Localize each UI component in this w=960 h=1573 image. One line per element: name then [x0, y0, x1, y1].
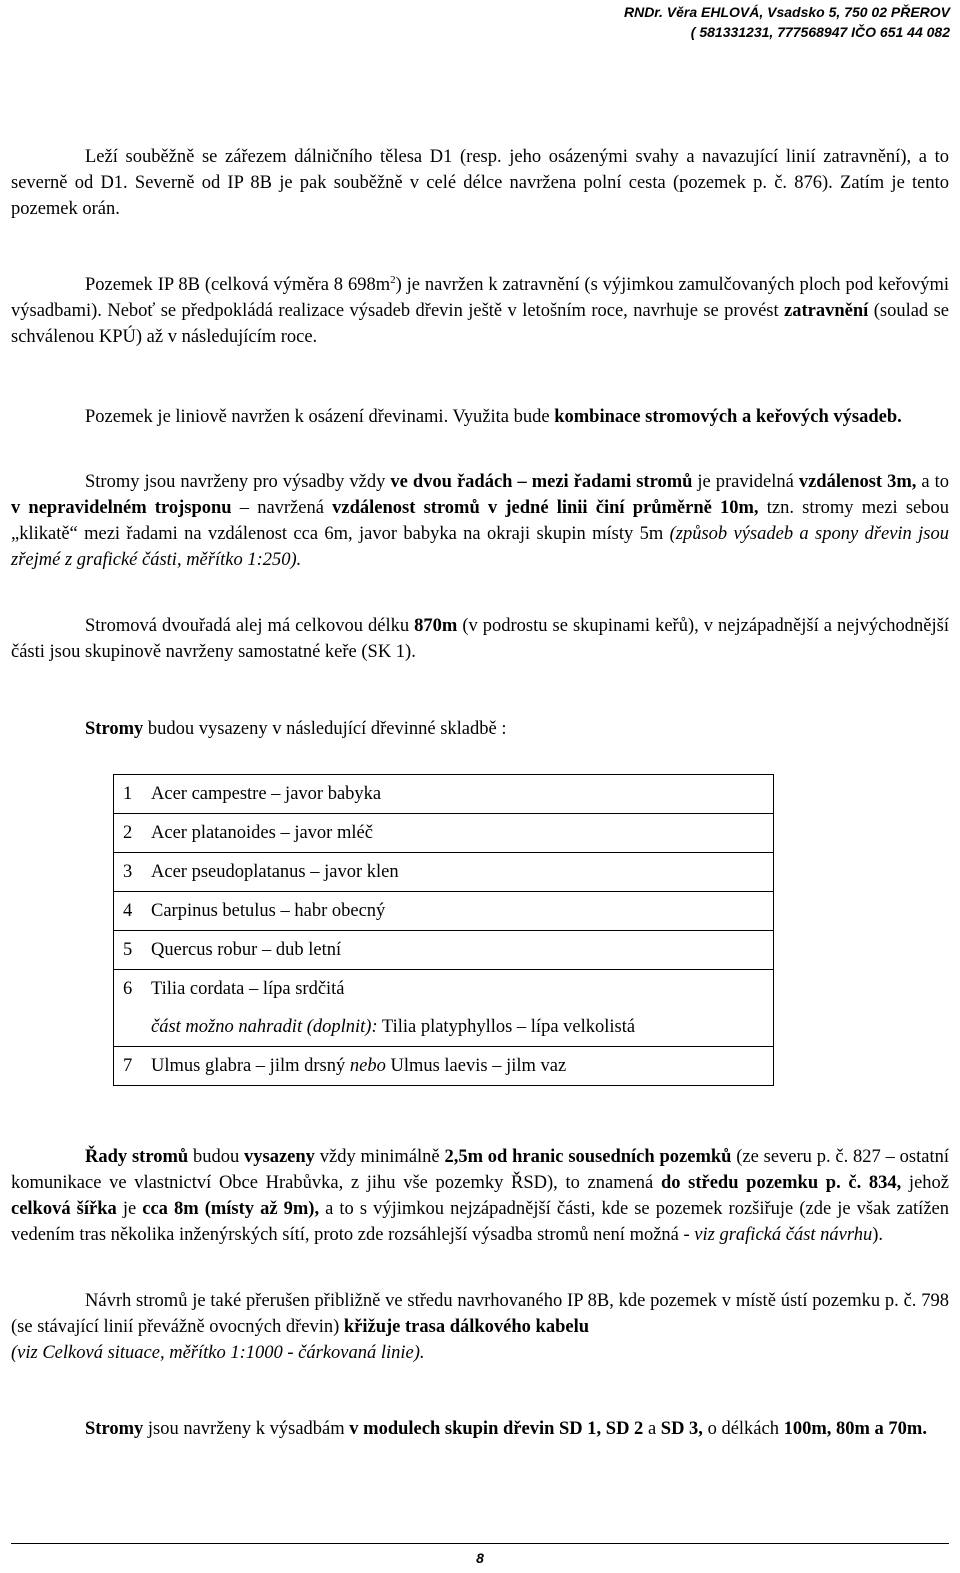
- species-row: 3 Acer pseudoplatanus – javor klen: [114, 853, 774, 892]
- species-row: 7 Ulmus glabra – jilm drsný nebo Ulmus laevis – jilm vaz: [114, 1047, 774, 1086]
- species-row-note: část možno nahradit (doplnit): Tilia platyphyllos – lípa velkolistá: [114, 1008, 774, 1047]
- paragraph-9: Stromy jsou navrženy k výsadbám v modulech skupin dřevin SD 1, SD 2 a SD 3, o délkách 100m, 80m a 70m.: [85, 1419, 927, 1439]
- letterhead: [624, 2, 950, 42]
- species-row: 2 Acer platanoides – javor mléč: [114, 814, 774, 853]
- page-number: 8: [476, 1550, 484, 1566]
- species-table: [113, 774, 774, 1086]
- paragraph-7: Řady stromů budou vysazeny vždy minimálně 2,5m od hranic sousedních pozemků (ze severu p. č. 827 – ostatní komunikace ve vlastnictví Obce Hrabůvka, z jihu vše pozemky ŘSD), to znamená do středu pozemku p. č. 834, jehož celková šířka je cca 8m (místy až 9m), a to s výjimkou nejzápadnější části, kde se pozemek rozšiřuje (zde je však zatížen vedením tras několika inženýrských sítí, proto zde rozsáhlejší výsadba stromů není možná - viz grafická část návrhu).: [11, 1147, 949, 1245]
- paragraph-1: Leží souběžně se zářezem dálničního tělesa D1 (resp. jeho osázenými svahy a navazující linií zatravnění), a to severně od D1. Severně od IP 8B je pak souběžně v celé délce navržena polní cesta (pozemek p. č. 876). Zatím je tento pozemek orán.: [11, 147, 949, 219]
- paragraph-4: Stromy jsou navrženy pro výsadby vždy ve dvou řadách – mezi řadami stromů je pravidelná vzdálenost 3m, a to v nepravidelném trojsponu – navržená vzdálenost stromů v jedné linii činí průměrně 10m, tzn. stromy mezi sebou „klikatě“ mezi řadami na vzdálenost cca 6m, javor babyka na okraji skupin místy 5m (způsob výsadeb a spony dřevin jsou zřejmé z grafické části, měřítko 1:250).: [11, 472, 949, 570]
- letterhead-line-2: ( 581331231, 777568947 IČO 651 44 082: [690, 24, 950, 40]
- footer-divider: [11, 1543, 949, 1544]
- species-row: 4 Carpinus betulus – habr obecný: [114, 892, 774, 931]
- species-row: 1 Acer campestre – javor babyka: [114, 775, 774, 814]
- paragraph-6: Stromy budou vysazeny v následující dřevinné skladbě :: [85, 719, 507, 739]
- paragraph-5: Stromová dvouřadá alej má celkovou délku 870m (v podrostu se skupinami keřů), v nejzápadnější a nejvýchodnější části jsou skupinově navrženy samostatné keře (SK 1).: [11, 616, 949, 662]
- species-row: 5 Quercus robur – dub letní: [114, 931, 774, 970]
- species-row: 6 Tilia cordata – lípa srdčitá: [114, 970, 774, 1009]
- paragraph-3: Pozemek je liniově navržen k osázení dřevinami. Využita bude kombinace stromových a keřových výsadeb.: [85, 407, 902, 427]
- letterhead-line-1: RNDr. Věra EHLOVÁ, Vsadsko 5, 750 02 PŘEROV: [623, 4, 950, 20]
- paragraph-8: Návrh stromů je také přerušen přibližně ve středu navrhovaného IP 8B, kde pozemek v místě ústí pozemku p. č. 798 (se stávající linií převážně ovocných dřevin) křižuje trasa dálkového kabelu (viz Celková situace, měřítko 1:1000 - čárkovaná linie).: [11, 1291, 949, 1363]
- paragraph-2: Pozemek IP 8B (celková výměra 8 $698m^2$) je navržen k zatravnění (s výjimkou zamulčovaných ploch pod keřovými výsadbami). Neboť se předpokládá realizace výsadeb dřevin ještě v letošním roce, navrhuje se provést zatravnění (soulad se schválenou KPÚ) až v následujícím roce.: [11, 273, 949, 347]
